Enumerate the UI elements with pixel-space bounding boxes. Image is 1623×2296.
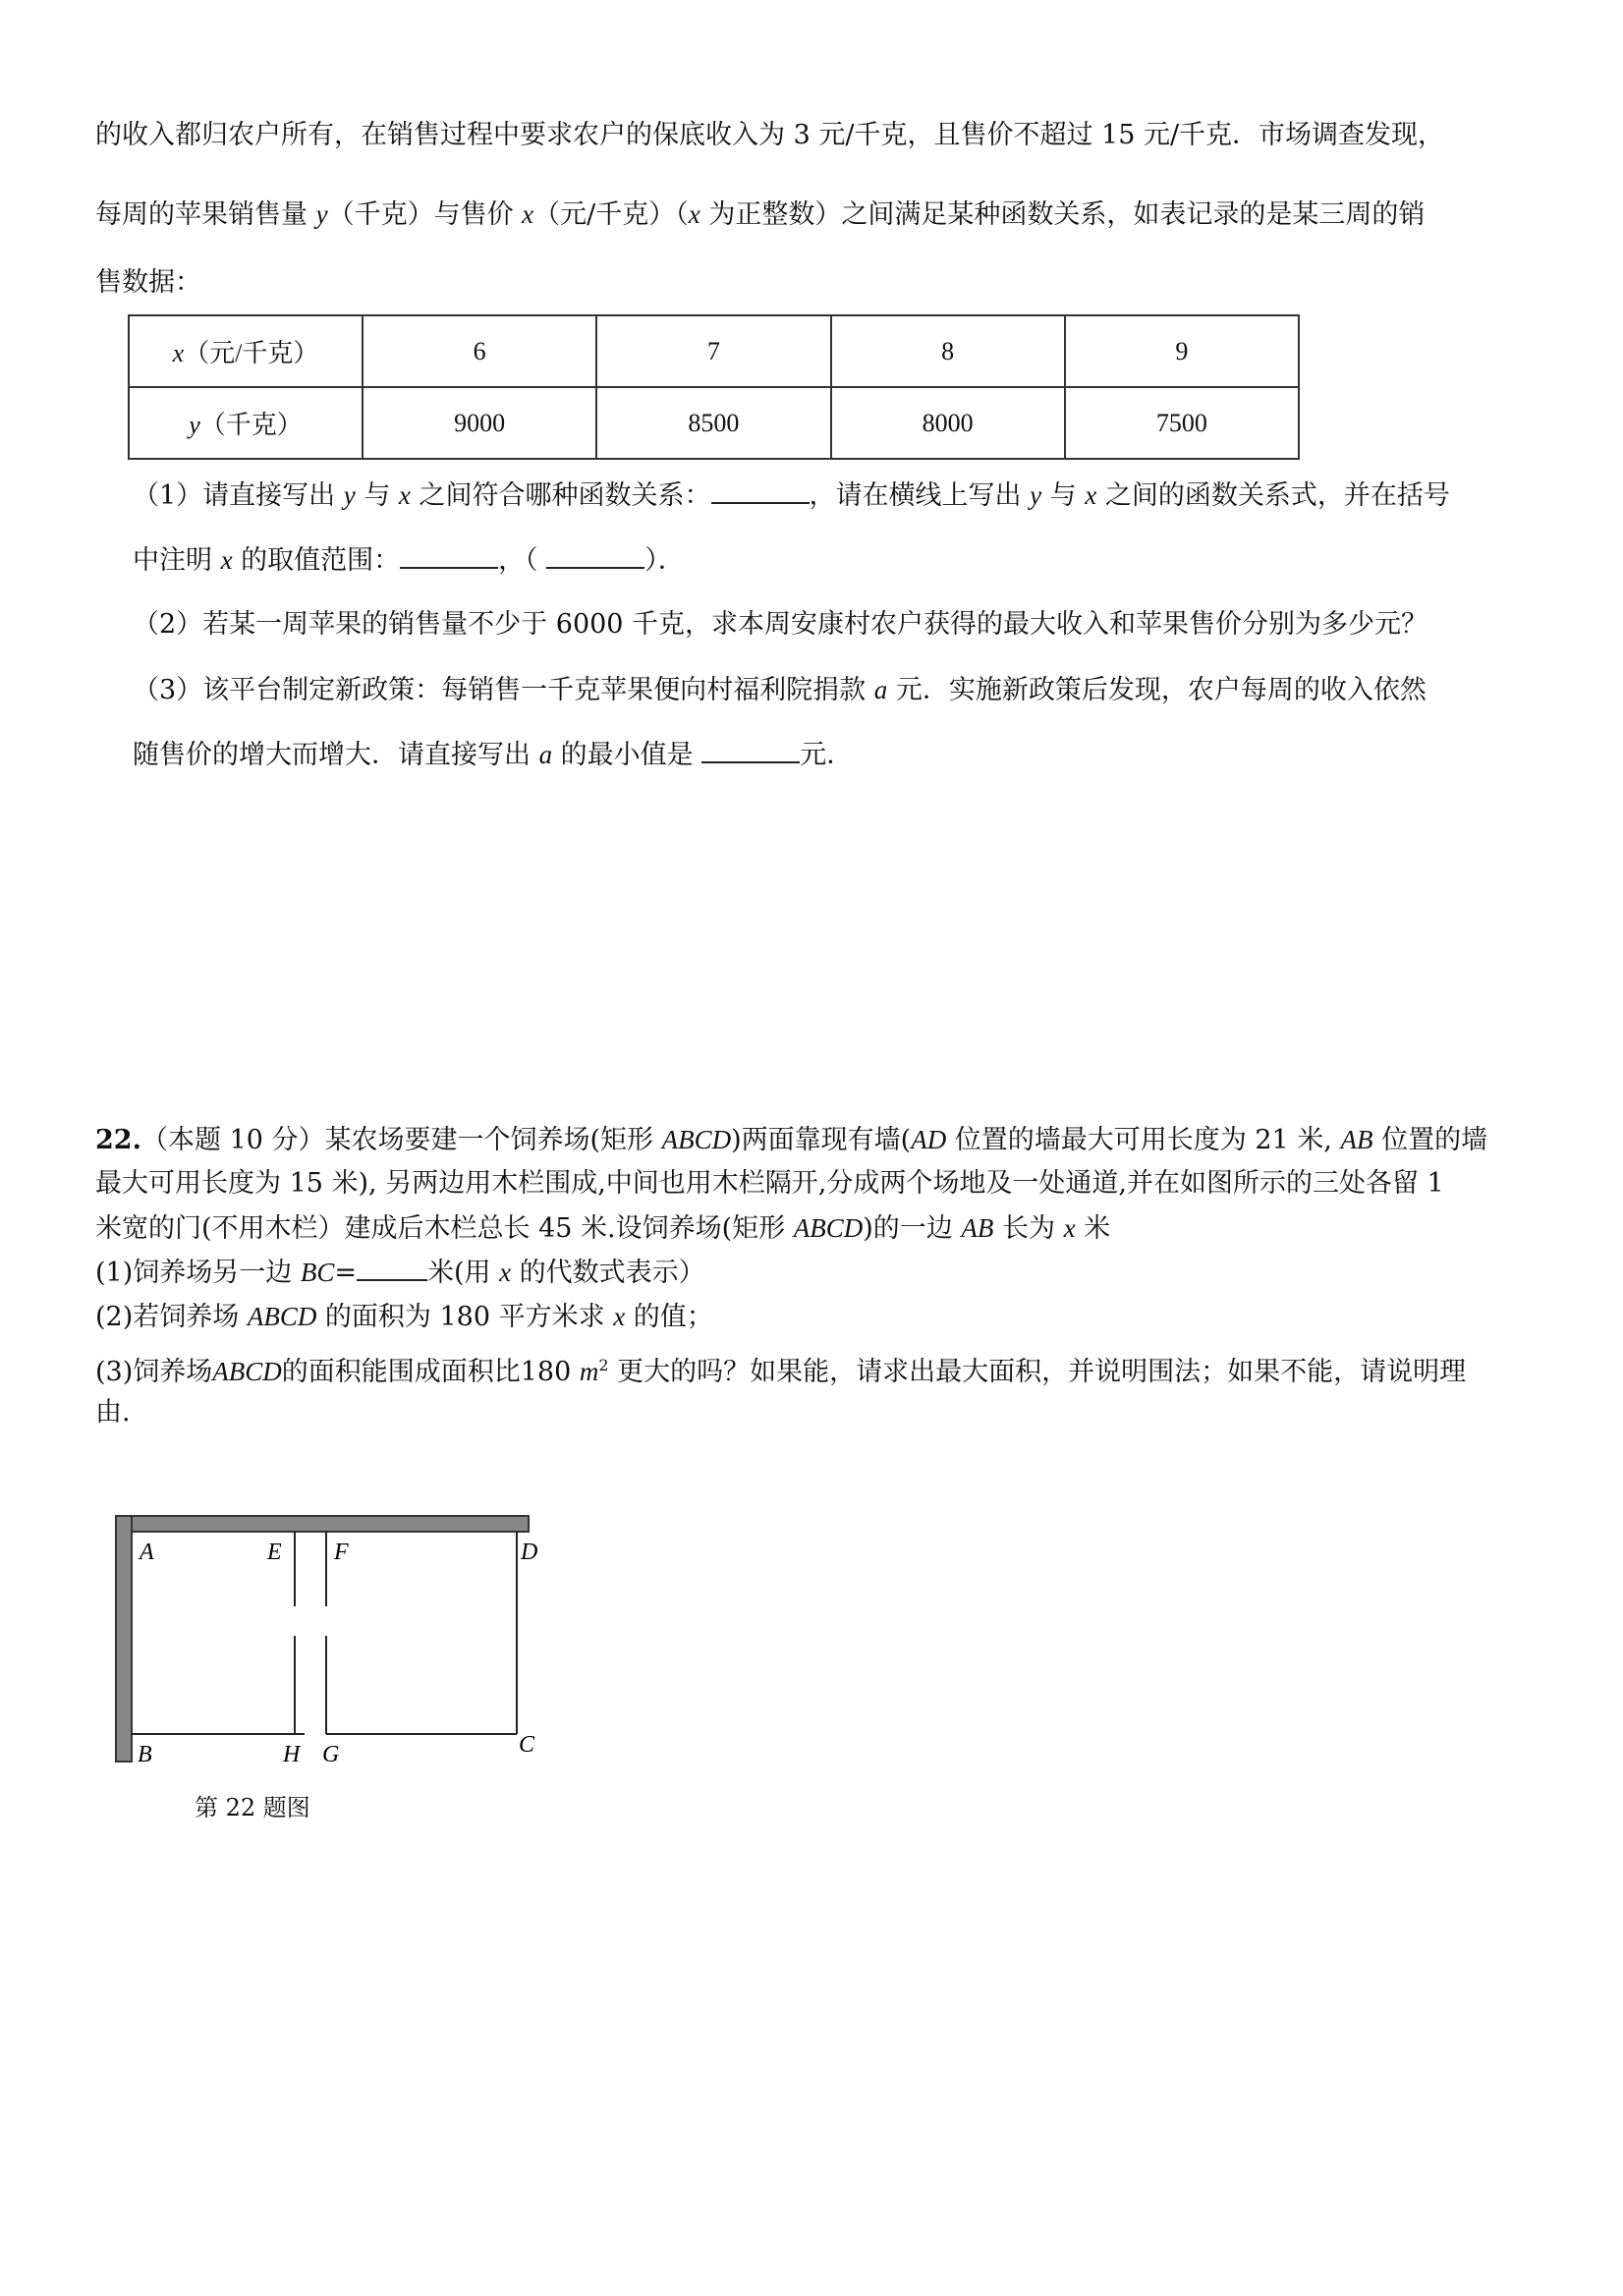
sales-data-table — [128, 314, 1300, 460]
left-wall — [116, 1516, 132, 1762]
var-ad: AD — [911, 1125, 947, 1154]
p22-text: 长为 — [993, 1213, 1064, 1244]
q3-text: 元． — [800, 740, 854, 770]
q1-text: 中注明 — [133, 545, 221, 576]
q2-text: （2）若某一周苹果的销售量不少于 6000 千克，求本周安康村农户获得的最大收入和苹果售价分别为多少元？ — [133, 609, 1428, 640]
label-d: D — [521, 1540, 538, 1565]
var-x: x — [522, 199, 534, 229]
p22-text: 米(用 — [426, 1258, 500, 1288]
q1-text: 与 — [1041, 480, 1086, 511]
label-a: A — [140, 1540, 154, 1565]
intro-line-3 — [95, 263, 201, 303]
answer-blank[interactable] — [546, 543, 644, 569]
problem-22-line-1 — [95, 1120, 1487, 1160]
problem-22-part-1 — [95, 1253, 705, 1293]
exponent: 2 — [598, 1356, 609, 1374]
table-cell: 8000 — [831, 387, 1065, 459]
p22-text: 最大可用长度为 15 米), 另两边用木栏围成,中间也用木栏隔开,分成两个场地及一处通道,并在如图所示的三处各留 1 — [95, 1168, 1444, 1199]
table-cell: 6 — [363, 315, 596, 387]
table-row — [129, 387, 1299, 459]
p22-text: 的代数式表示） — [511, 1258, 705, 1288]
answer-blank[interactable] — [711, 478, 810, 504]
table-cell: 9 — [1065, 315, 1299, 387]
q1-text: ，（ — [498, 545, 547, 576]
table-cell: 8500 — [596, 387, 830, 459]
q1-text: （1）请直接写出 — [133, 480, 344, 511]
var-y: y — [1030, 480, 1042, 510]
var-bc: BC — [300, 1258, 335, 1287]
q3-text: 元．实施新政策后发现，农户每周的收入依然 — [887, 675, 1427, 705]
table-row — [129, 315, 1299, 387]
intro-text-2b: （千克）与售价 — [327, 199, 523, 230]
question-2 — [133, 605, 1427, 644]
answer-blank[interactable] — [357, 1256, 427, 1281]
p22-text: 米宽的门(不用木栏）建成后木栏总长 45 米.设饲养场(矩形 — [95, 1213, 794, 1244]
p22-text: = — [334, 1258, 357, 1288]
var-abcd: ABCD — [793, 1213, 864, 1243]
p22-text: (2)若饲养场 — [95, 1302, 248, 1332]
problem-22-line-2 — [95, 1164, 1444, 1204]
var-x: x — [220, 545, 233, 575]
top-wall — [116, 1516, 529, 1532]
var-abcd: ABCD — [247, 1302, 317, 1331]
label-e: E — [267, 1540, 282, 1565]
problem-22-figure — [108, 1508, 580, 1783]
table-cell: 7500 — [1065, 387, 1299, 459]
figure-caption: 第 22 题图 — [195, 1794, 310, 1821]
var-y: y — [343, 480, 356, 510]
table-header-y — [129, 387, 363, 459]
var-x: x — [398, 480, 411, 510]
var-ab: AB — [1340, 1125, 1373, 1154]
p22-text: )两面靠现有墙( — [731, 1125, 912, 1155]
question-1-line-2 — [133, 540, 685, 581]
intro-text-2c: （元/千克）（ — [533, 199, 689, 230]
problem-number: 22. — [95, 1125, 141, 1155]
q1-text: 的取值范围： — [232, 545, 401, 576]
p22-text: (3)饲养场 — [95, 1357, 213, 1387]
question-1-line-1 — [133, 476, 1450, 516]
label-h: H — [283, 1742, 301, 1767]
intro-line-1 — [95, 116, 1444, 155]
unit-label: （千克） — [199, 411, 303, 439]
label-c: C — [519, 1732, 535, 1758]
table-cell: 7 — [596, 315, 830, 387]
q1-text: 之间的函数关系式，并在括号 — [1096, 480, 1450, 511]
var-x: x — [1085, 480, 1097, 510]
p22-text: (1)饲养场另一边 — [95, 1258, 301, 1288]
intro-text-1: 的收入都归农户所有，在销售过程中要求农户的保底收入为 3 元/千克，且售价不超过 15 元/千克．市场调查发现， — [95, 120, 1445, 150]
p22-text: 由. — [95, 1397, 131, 1428]
table-cell: 8 — [831, 315, 1065, 387]
problem-22-part-3-cont — [95, 1393, 131, 1432]
var-x: x — [1063, 1213, 1076, 1243]
q1-text: 与 — [355, 480, 399, 511]
intro-line-2 — [95, 195, 1425, 235]
p22-text: 更大的吗？如果能，请求出最大面积，并说明围法；如果不能，请说明理 — [608, 1357, 1467, 1387]
var-abcd: ABCD — [212, 1357, 282, 1386]
problem-22-line-3 — [95, 1208, 1110, 1249]
q3-text: 的最小值是 — [552, 740, 702, 770]
q3-text: 随售价的增大而增大．请直接写出 — [133, 740, 539, 770]
q1-text: ，请在横线上写出 — [809, 480, 1031, 511]
intro-text-2d: 为正整数）之间满足某种函数关系，如表记录的是某三周的销 — [700, 199, 1426, 230]
p22-text: 的面积为 180 平方米求 — [316, 1302, 614, 1332]
unit-label: （元/千克） — [184, 339, 319, 367]
question-3-line-1 — [133, 670, 1427, 710]
var-m: m — [579, 1357, 599, 1386]
var-ab: AB — [961, 1213, 994, 1243]
label-g: G — [322, 1742, 340, 1767]
q1-text: ）． — [644, 545, 685, 576]
problem-22-part-3 — [95, 1346, 1466, 1392]
question-3-line-2 — [133, 735, 853, 775]
p22-text: 的面积能围成面积比180 — [281, 1357, 580, 1387]
answer-blank[interactable] — [400, 543, 498, 569]
p22-text: 的值； — [625, 1302, 713, 1332]
p22-text: 位置的墙最大可用长度为 21 米, — [946, 1125, 1341, 1155]
var-x: x — [688, 199, 700, 229]
p22-text: （本题 10 分）某农场要建一个饲养场(矩形 — [140, 1125, 662, 1155]
table-cell: 9000 — [363, 387, 596, 459]
intro-text-2a: 每周的苹果销售量 — [95, 199, 316, 230]
var-a: a — [873, 675, 888, 704]
intro-text-3: 售数据： — [95, 267, 201, 298]
var-abcd: ABCD — [661, 1125, 732, 1154]
var-x: x — [613, 1302, 626, 1331]
var-y: y — [189, 411, 200, 439]
label-b: B — [138, 1742, 152, 1767]
problem-22-part-2 — [95, 1297, 713, 1337]
q3-text: （3）该平台制定新政策：每销售一千克苹果便向村福利院捐款 — [133, 675, 874, 705]
var-y: y — [315, 199, 328, 229]
var-x: x — [172, 339, 185, 367]
p22-text: 米 — [1075, 1213, 1111, 1244]
answer-blank[interactable] — [701, 738, 800, 763]
p22-text: )的一边 — [863, 1213, 962, 1244]
var-a: a — [538, 740, 553, 769]
table-header-x — [129, 315, 363, 387]
q1-text: 之间符合哪种函数关系： — [410, 480, 711, 511]
p22-text: 位置的墙 — [1372, 1125, 1488, 1155]
label-f: F — [334, 1540, 349, 1565]
var-x: x — [499, 1258, 512, 1287]
